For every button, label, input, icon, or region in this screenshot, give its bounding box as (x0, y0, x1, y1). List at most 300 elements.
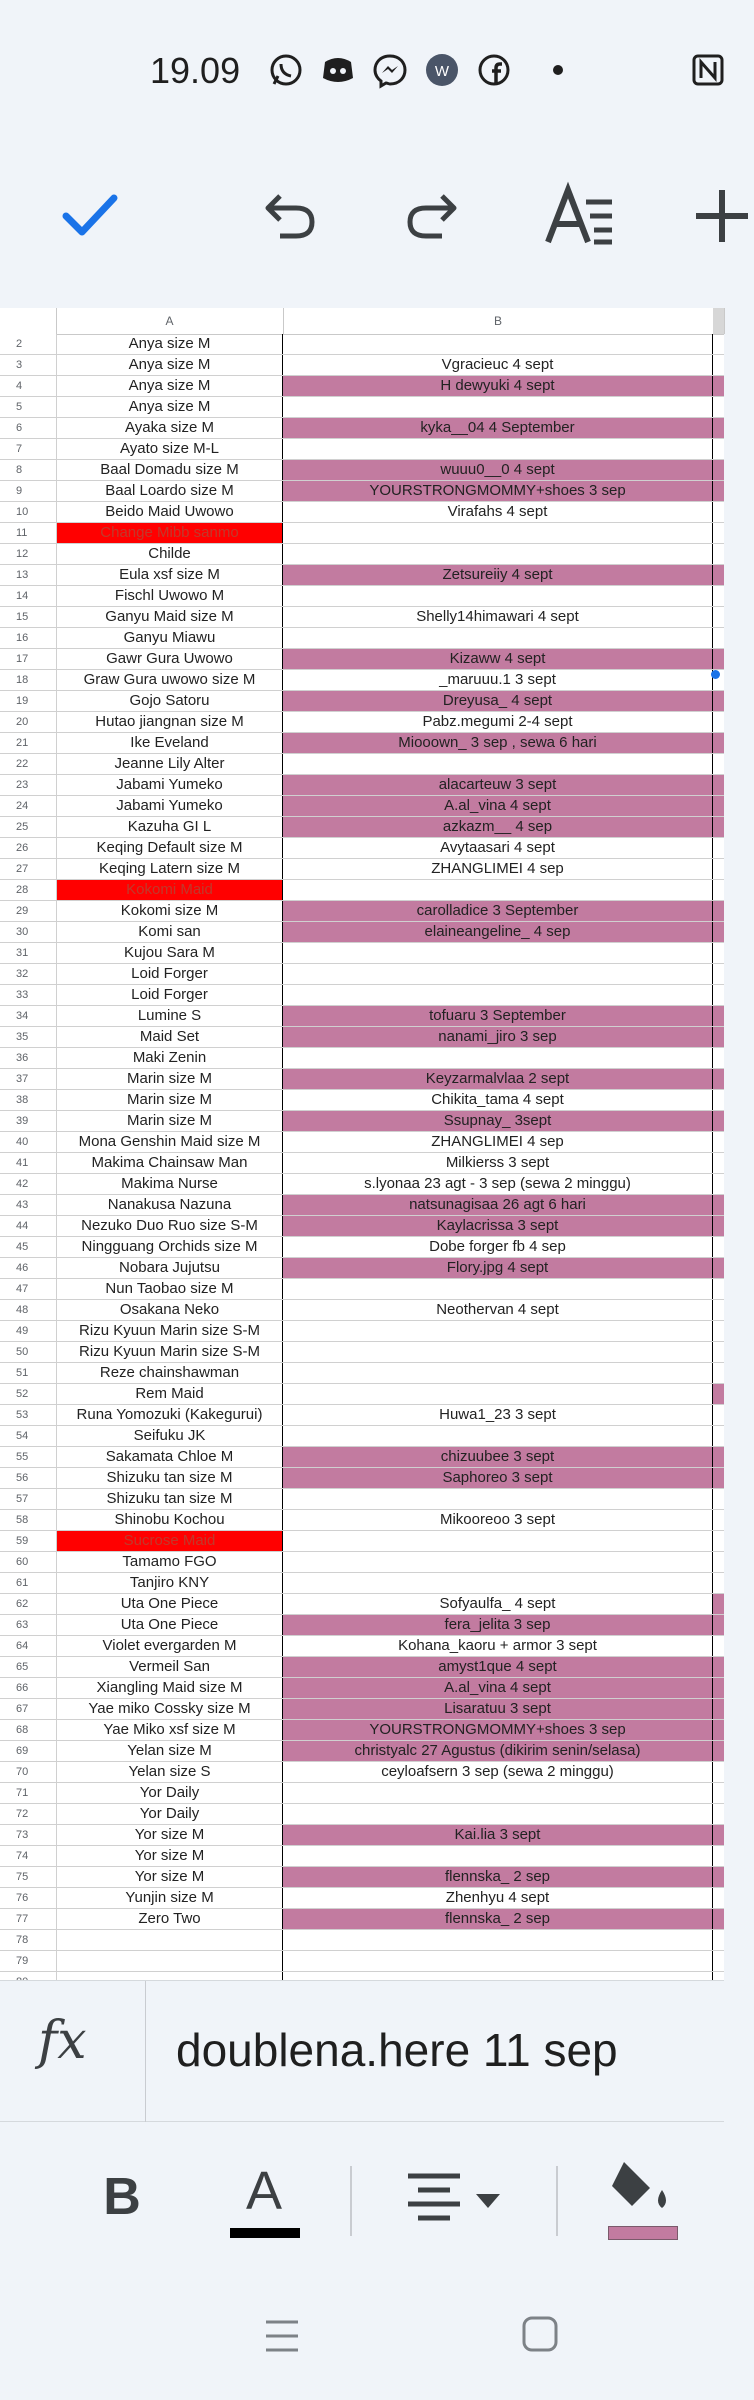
sheet-row[interactable] (0, 607, 724, 628)
sheet-row[interactable] (0, 922, 724, 943)
text-format-icon[interactable] (544, 180, 616, 252)
row-number[interactable]: 50 (0, 1342, 56, 1362)
row-number[interactable]: 27 (0, 859, 56, 879)
cell-b[interactable] (283, 439, 713, 459)
cell-b[interactable]: Kai.lia 3 sept (283, 1825, 713, 1845)
sheet-row[interactable] (0, 418, 724, 439)
cell-c[interactable] (713, 397, 724, 417)
cell-c[interactable] (713, 901, 724, 921)
cell-a[interactable]: Yae Miko xsf size M (56, 1720, 283, 1740)
cell-b[interactable] (283, 1489, 713, 1509)
cell-b[interactable] (283, 1363, 713, 1383)
cell-b[interactable]: Pabz.megumi 2-4 sept (283, 712, 713, 732)
cell-b[interactable]: Lisaratuu 3 sept (283, 1699, 713, 1719)
cell-b[interactable]: A.al_vina 4 sept (283, 796, 713, 816)
cell-c[interactable] (713, 1636, 724, 1656)
cell-a[interactable]: Zero Two (56, 1909, 283, 1929)
align-button[interactable] (404, 2168, 516, 2232)
cell-a[interactable]: Violet evergarden M (56, 1636, 283, 1656)
cell-b[interactable] (283, 754, 713, 774)
cell-c[interactable] (713, 544, 724, 564)
row-number[interactable]: 43 (0, 1195, 56, 1215)
cell-b[interactable]: Avytaasari 4 sept (283, 838, 713, 858)
cell-c[interactable] (713, 985, 724, 1005)
sheet-row[interactable] (0, 565, 724, 586)
row-number[interactable]: 47 (0, 1279, 56, 1299)
sheet-row[interactable] (0, 628, 724, 649)
cell-b[interactable] (283, 1846, 713, 1866)
row-number[interactable]: 77 (0, 1909, 56, 1929)
row-number[interactable]: 21 (0, 733, 56, 753)
cell-c[interactable] (713, 1048, 724, 1068)
cell-c[interactable] (713, 1447, 724, 1467)
cell-a[interactable]: Kazuha GI L (56, 817, 283, 837)
cell-b[interactable]: natsunagisaa 26 agt 6 hari (283, 1195, 713, 1215)
cell-a[interactable]: Kujou Sara M (56, 943, 283, 963)
cell-a[interactable]: Ike Eveland (56, 733, 283, 753)
cell-b[interactable]: Ssupnay_ 3sept (283, 1111, 713, 1131)
row-number[interactable]: 67 (0, 1699, 56, 1719)
sheet-row[interactable] (0, 334, 724, 355)
sheet-row[interactable] (0, 838, 724, 859)
row-number[interactable]: 79 (0, 1951, 56, 1971)
cell-b[interactable] (283, 1048, 713, 1068)
cell-c[interactable] (713, 481, 724, 501)
redo-icon[interactable] (400, 184, 464, 248)
cell-c[interactable] (713, 1804, 724, 1824)
cell-c[interactable] (713, 1174, 724, 1194)
cell-c[interactable] (713, 1237, 724, 1257)
cell-a[interactable]: Change Mibb sanmo (56, 523, 283, 543)
cell-a[interactable]: Nun Taobao size M (56, 1279, 283, 1299)
cell-b[interactable] (283, 586, 713, 606)
cell-a[interactable]: Yor size M (56, 1867, 283, 1887)
sheet-row[interactable] (0, 1447, 724, 1468)
check-icon[interactable] (58, 184, 122, 248)
cell-a[interactable]: Makima Nurse (56, 1174, 283, 1194)
row-number[interactable]: 32 (0, 964, 56, 984)
cell-a[interactable]: Lumine S (56, 1006, 283, 1026)
cell-b[interactable]: Kizaww 4 sept (283, 649, 713, 669)
row-number[interactable]: 57 (0, 1489, 56, 1509)
cell-b[interactable] (283, 943, 713, 963)
sheet-row[interactable] (0, 1153, 724, 1174)
sheet-row[interactable] (0, 1174, 724, 1195)
cell-a[interactable]: Rizu Kyuun Marin size S-M (56, 1321, 283, 1341)
cell-b[interactable]: amyst1que 4 sept (283, 1657, 713, 1677)
cell-b[interactable]: carolladice 3 September (283, 901, 713, 921)
cell-a[interactable]: Rizu Kyuun Marin size S-M (56, 1342, 283, 1362)
row-number[interactable]: 36 (0, 1048, 56, 1068)
sheet-row[interactable] (0, 1594, 724, 1615)
sheet-row[interactable] (0, 712, 724, 733)
sheet-row[interactable] (0, 376, 724, 397)
sheet-row[interactable] (0, 1930, 724, 1951)
cell-a[interactable]: Rem Maid (56, 1384, 283, 1404)
cell-c[interactable] (713, 1384, 724, 1404)
cell-b[interactable] (283, 985, 713, 1005)
cell-b[interactable] (283, 1279, 713, 1299)
sheet-row[interactable] (0, 754, 724, 775)
cell-a[interactable]: Makima Chainsaw Man (56, 1153, 283, 1173)
cell-b[interactable] (283, 880, 713, 900)
cell-c[interactable] (713, 1741, 724, 1761)
cell-a[interactable]: Komi san (56, 922, 283, 942)
sheet-row[interactable] (0, 1342, 724, 1363)
cell-c[interactable] (713, 1426, 724, 1446)
sheet-row[interactable] (0, 1195, 724, 1216)
cell-a[interactable]: Uta One Piece (56, 1615, 283, 1635)
cell-a[interactable]: Loid Forger (56, 985, 283, 1005)
cell-a[interactable]: Jabami Yumeko (56, 775, 283, 795)
cell-c[interactable] (713, 775, 724, 795)
cell-c[interactable] (713, 1321, 724, 1341)
cell-c[interactable] (713, 1342, 724, 1362)
row-number[interactable]: 31 (0, 943, 56, 963)
cell-b[interactable]: Milkierss 3 sept (283, 1153, 713, 1173)
cell-b[interactable]: YOURSTRONGMOMMY+shoes 3 sep (283, 1720, 713, 1740)
cell-c[interactable] (713, 439, 724, 459)
cell-c[interactable] (713, 649, 724, 669)
sheet-row[interactable] (0, 1531, 724, 1552)
cell-b[interactable]: Flory.jpg 4 sept (283, 1258, 713, 1278)
row-number[interactable]: 33 (0, 985, 56, 1005)
row-number[interactable]: 35 (0, 1027, 56, 1047)
cell-c[interactable] (713, 1195, 724, 1215)
sheet-row[interactable] (0, 1720, 724, 1741)
sheet-row[interactable] (0, 1888, 724, 1909)
cell-a[interactable]: Yor Daily (56, 1783, 283, 1803)
sheet-row[interactable] (0, 502, 724, 523)
cell-c[interactable] (713, 1825, 724, 1845)
row-number[interactable]: 12 (0, 544, 56, 564)
sheet-row[interactable] (0, 1405, 724, 1426)
cell-a[interactable]: Yae miko Cossky size M (56, 1699, 283, 1719)
sheet-row[interactable] (0, 523, 724, 544)
sheet-row[interactable] (0, 1279, 724, 1300)
row-number[interactable]: 60 (0, 1552, 56, 1572)
cell-a[interactable]: Loid Forger (56, 964, 283, 984)
cell-a[interactable]: Nobara Jujutsu (56, 1258, 283, 1278)
cell-c[interactable] (713, 1615, 724, 1635)
sheet-row[interactable] (0, 1846, 724, 1867)
row-number[interactable]: 41 (0, 1153, 56, 1173)
cell-b[interactable]: _maruuu.1 3 sept (283, 670, 713, 690)
corner-cell[interactable] (0, 308, 57, 334)
sheet-row[interactable] (0, 544, 724, 565)
cell-c[interactable] (713, 1300, 724, 1320)
cell-a[interactable]: Baal Domadu size M (56, 460, 283, 480)
cell-b[interactable]: YOURSTRONGMOMMY+shoes 3 sep (283, 481, 713, 501)
cell-c[interactable] (713, 1006, 724, 1026)
sheet-row[interactable] (0, 439, 724, 460)
row-number[interactable]: 68 (0, 1720, 56, 1740)
row-number[interactable]: 17 (0, 649, 56, 669)
cell-b[interactable]: azkazm__ 4 sep (283, 817, 713, 837)
cell-b[interactable] (283, 1426, 713, 1446)
sheet-row[interactable] (0, 649, 724, 670)
row-number[interactable]: 14 (0, 586, 56, 606)
cell-c[interactable] (713, 922, 724, 942)
row-number[interactable]: 78 (0, 1930, 56, 1950)
cell-a[interactable]: Anya size M (56, 376, 283, 396)
cell-b[interactable] (283, 1804, 713, 1824)
cell-c[interactable] (713, 1405, 724, 1425)
cell-a[interactable]: Ningguang Orchids size M (56, 1237, 283, 1257)
sheet-row[interactable] (0, 859, 724, 880)
row-number[interactable]: 19 (0, 691, 56, 711)
sheet-row[interactable] (0, 1804, 724, 1825)
row-number[interactable]: 16 (0, 628, 56, 648)
cell-b[interactable]: ceyloafsern 3 sep (sewa 2 minggu) (283, 1762, 713, 1782)
cell-a[interactable]: Marin size M (56, 1111, 283, 1131)
sheet-row[interactable] (0, 1510, 724, 1531)
cell-a[interactable]: Anya size M (56, 334, 283, 354)
cell-a[interactable]: Osakana Neko (56, 1300, 283, 1320)
cell-b[interactable]: Mikooreoo 3 sept (283, 1510, 713, 1530)
cell-b[interactable]: A.al_vina 4 sept (283, 1678, 713, 1698)
formula-input[interactable]: doublena.here 11 sep (176, 2024, 618, 2076)
cell-c[interactable] (713, 460, 724, 480)
cell-a[interactable]: Gawr Gura Uwowo (56, 649, 283, 669)
cell-b[interactable]: Virafahs 4 sept (283, 502, 713, 522)
cell-a[interactable]: Shizuku tan size M (56, 1468, 283, 1488)
sheet-row[interactable] (0, 901, 724, 922)
row-number[interactable]: 9 (0, 481, 56, 501)
sheet-row[interactable] (0, 1321, 724, 1342)
cell-b[interactable]: tofuaru 3 September (283, 1006, 713, 1026)
cell-b[interactable]: Neothervan 4 sept (283, 1300, 713, 1320)
row-number[interactable]: 72 (0, 1804, 56, 1824)
sheet-row[interactable] (0, 1006, 724, 1027)
cell-a[interactable]: Runa Yomozuki (Kakegurui) (56, 1405, 283, 1425)
sheet-row[interactable] (0, 1909, 724, 1930)
cell-a[interactable]: Gojo Satoru (56, 691, 283, 711)
row-number[interactable]: 54 (0, 1426, 56, 1446)
cell-b[interactable]: Huwa1_23 3 sept (283, 1405, 713, 1425)
cell-c[interactable] (713, 565, 724, 585)
row-number[interactable]: 66 (0, 1678, 56, 1698)
cell-a[interactable]: Seifuku JK (56, 1426, 283, 1446)
cell-a[interactable]: Yor size M (56, 1825, 283, 1845)
row-number[interactable]: 53 (0, 1405, 56, 1425)
column-header-a[interactable]: A (56, 308, 284, 334)
cell-c[interactable] (713, 502, 724, 522)
cell-b[interactable] (283, 1384, 713, 1404)
cell-c[interactable] (713, 754, 724, 774)
cell-b[interactable]: Saphoreo 3 sept (283, 1468, 713, 1488)
cell-c[interactable] (713, 1216, 724, 1236)
cell-a[interactable]: Nezuko Duo Ruo size S-M (56, 1216, 283, 1236)
sheet-row[interactable] (0, 1363, 724, 1384)
cell-a[interactable]: Ganyu Miawu (56, 628, 283, 648)
cell-c[interactable] (713, 628, 724, 648)
bold-button[interactable] (92, 2162, 152, 2232)
cell-c[interactable] (713, 1720, 724, 1740)
cell-a[interactable]: Graw Gura uwowo size M (56, 670, 283, 690)
row-number[interactable]: 63 (0, 1615, 56, 1635)
fill-color-button[interactable] (606, 2156, 680, 2242)
cell-b[interactable]: Dreyusa_ 4 sept (283, 691, 713, 711)
row-number[interactable]: 55 (0, 1447, 56, 1467)
cell-b[interactable]: H dewyuki 4 sept (283, 376, 713, 396)
cell-c[interactable] (713, 1531, 724, 1551)
row-number[interactable]: 40 (0, 1132, 56, 1152)
cell-b[interactable]: Vgracieuc 4 sept (283, 355, 713, 375)
cell-c[interactable] (713, 1552, 724, 1572)
cell-b[interactable] (283, 1930, 713, 1950)
cell-c[interactable] (713, 838, 724, 858)
row-number[interactable]: 62 (0, 1594, 56, 1614)
cell-c[interactable] (713, 607, 724, 627)
cell-a[interactable]: Eula xsf size M (56, 565, 283, 585)
sheet-row[interactable] (0, 460, 724, 481)
row-number[interactable]: 51 (0, 1363, 56, 1383)
sheet-row[interactable] (0, 1552, 724, 1573)
cell-b[interactable]: Chikita_tama 4 sept (283, 1090, 713, 1110)
cell-c[interactable] (713, 733, 724, 753)
cell-a[interactable]: Beido Maid Uwowo (56, 502, 283, 522)
cell-c[interactable] (713, 691, 724, 711)
cell-a[interactable]: Anya size M (56, 355, 283, 375)
cell-a[interactable]: Sakamata Chloe M (56, 1447, 283, 1467)
sheet-row[interactable] (0, 943, 724, 964)
cell-b[interactable] (283, 628, 713, 648)
cell-b[interactable] (283, 1552, 713, 1572)
row-number[interactable]: 2 (0, 334, 56, 354)
sheet-row[interactable] (0, 985, 724, 1006)
cell-c[interactable] (713, 1132, 724, 1152)
sheet-row[interactable] (0, 1069, 724, 1090)
cell-a[interactable]: Yelan size M (56, 1741, 283, 1761)
cell-c[interactable] (713, 1153, 724, 1173)
cell-b[interactable]: kyka__04 4 September (283, 418, 713, 438)
row-number[interactable]: 48 (0, 1300, 56, 1320)
cell-c[interactable] (713, 1489, 724, 1509)
cell-a[interactable]: Ayato size M-L (56, 439, 283, 459)
row-number[interactable]: 58 (0, 1510, 56, 1530)
cell-b[interactable] (283, 397, 713, 417)
sheet-row[interactable] (0, 1615, 724, 1636)
cell-c[interactable] (713, 355, 724, 375)
cell-c[interactable] (713, 1888, 724, 1908)
cell-a[interactable]: Ganyu Maid size M (56, 607, 283, 627)
sheet-row[interactable] (0, 1867, 724, 1888)
text-color-button[interactable] (226, 2160, 302, 2240)
row-number[interactable]: 64 (0, 1636, 56, 1656)
cell-c[interactable] (713, 1363, 724, 1383)
cell-a[interactable]: Nanakusa Nazuna (56, 1195, 283, 1215)
row-number[interactable]: 61 (0, 1573, 56, 1593)
cell-a[interactable]: Yor size M (56, 1846, 283, 1866)
cell-a[interactable]: Vermeil San (56, 1657, 283, 1677)
cell-c[interactable] (713, 418, 724, 438)
cell-c[interactable] (713, 334, 724, 354)
row-number[interactable]: 11 (0, 523, 56, 543)
sheet-row[interactable] (0, 1111, 724, 1132)
cell-b[interactable]: ZHANGLIMEI 4 sep (283, 1132, 713, 1152)
cell-b[interactable]: Sofyaulfa_ 4 sept (283, 1594, 713, 1614)
cell-c[interactable] (713, 1930, 724, 1950)
cell-a[interactable]: Yunjin size M (56, 1888, 283, 1908)
cell-a[interactable]: Mona Genshin Maid size M (56, 1132, 283, 1152)
sheet-row[interactable] (0, 1762, 724, 1783)
cell-b[interactable] (283, 964, 713, 984)
cell-a[interactable]: Tamamo FGO (56, 1552, 283, 1572)
cell-b[interactable]: Kaylacrissa 3 sept (283, 1216, 713, 1236)
row-number[interactable]: 26 (0, 838, 56, 858)
row-number[interactable]: 71 (0, 1783, 56, 1803)
row-number[interactable]: 73 (0, 1825, 56, 1845)
row-number[interactable]: 7 (0, 439, 56, 459)
sheet-row[interactable] (0, 1699, 724, 1720)
sheet-row[interactable] (0, 397, 724, 418)
column-header-c[interactable] (713, 308, 725, 334)
row-number[interactable]: 38 (0, 1090, 56, 1110)
cell-a[interactable] (56, 1930, 283, 1950)
cell-c[interactable] (713, 817, 724, 837)
cell-c[interactable] (713, 1867, 724, 1887)
cell-a[interactable]: Childe (56, 544, 283, 564)
sheet-row[interactable] (0, 1678, 724, 1699)
cell-b[interactable] (283, 523, 713, 543)
cell-a[interactable]: Fischl Uwowo M (56, 586, 283, 606)
cell-a[interactable]: Keqing Latern size M (56, 859, 283, 879)
row-number[interactable]: 5 (0, 397, 56, 417)
cell-b[interactable] (283, 334, 713, 354)
cell-b[interactable] (283, 1573, 713, 1593)
cell-c[interactable] (713, 1069, 724, 1089)
row-number[interactable]: 4 (0, 376, 56, 396)
cell-b[interactable]: fera_jelita 3 sep (283, 1615, 713, 1635)
row-number[interactable]: 42 (0, 1174, 56, 1194)
sheet-row[interactable] (0, 1657, 724, 1678)
row-number[interactable]: 24 (0, 796, 56, 816)
cell-c[interactable] (713, 1657, 724, 1677)
row-number[interactable]: 52 (0, 1384, 56, 1404)
cell-a[interactable]: Yor Daily (56, 1804, 283, 1824)
cell-a[interactable]: Maid Set (56, 1027, 283, 1047)
cell-c[interactable] (713, 1699, 724, 1719)
cell-c[interactable] (713, 1762, 724, 1782)
row-number[interactable]: 74 (0, 1846, 56, 1866)
cell-b[interactable]: chizuubee 3 sept (283, 1447, 713, 1467)
add-icon[interactable] (690, 184, 754, 248)
row-number[interactable]: 59 (0, 1531, 56, 1551)
sheet-row[interactable] (0, 733, 724, 754)
sheet-row[interactable] (0, 1468, 724, 1489)
cell-c[interactable] (713, 943, 724, 963)
cell-c[interactable] (713, 586, 724, 606)
cell-c[interactable] (713, 1111, 724, 1131)
row-number[interactable]: 22 (0, 754, 56, 774)
sheet-row[interactable] (0, 1048, 724, 1069)
cell-b[interactable] (283, 544, 713, 564)
cell-c[interactable] (713, 859, 724, 879)
cell-c[interactable] (713, 880, 724, 900)
row-number[interactable]: 34 (0, 1006, 56, 1026)
cell-a[interactable]: Jeanne Lily Alter (56, 754, 283, 774)
sheet-row[interactable] (0, 1636, 724, 1657)
row-number[interactable]: 46 (0, 1258, 56, 1278)
row-number[interactable]: 18 (0, 670, 56, 690)
cell-a[interactable]: Hutao jiangnan size M (56, 712, 283, 732)
cell-b[interactable] (283, 1951, 713, 1971)
cell-b[interactable] (283, 1342, 713, 1362)
cell-b[interactable]: Zetsureiiy 4 sept (283, 565, 713, 585)
sheet-row[interactable] (0, 1027, 724, 1048)
cell-b[interactable]: Zhenhyu 4 sept (283, 1888, 713, 1908)
